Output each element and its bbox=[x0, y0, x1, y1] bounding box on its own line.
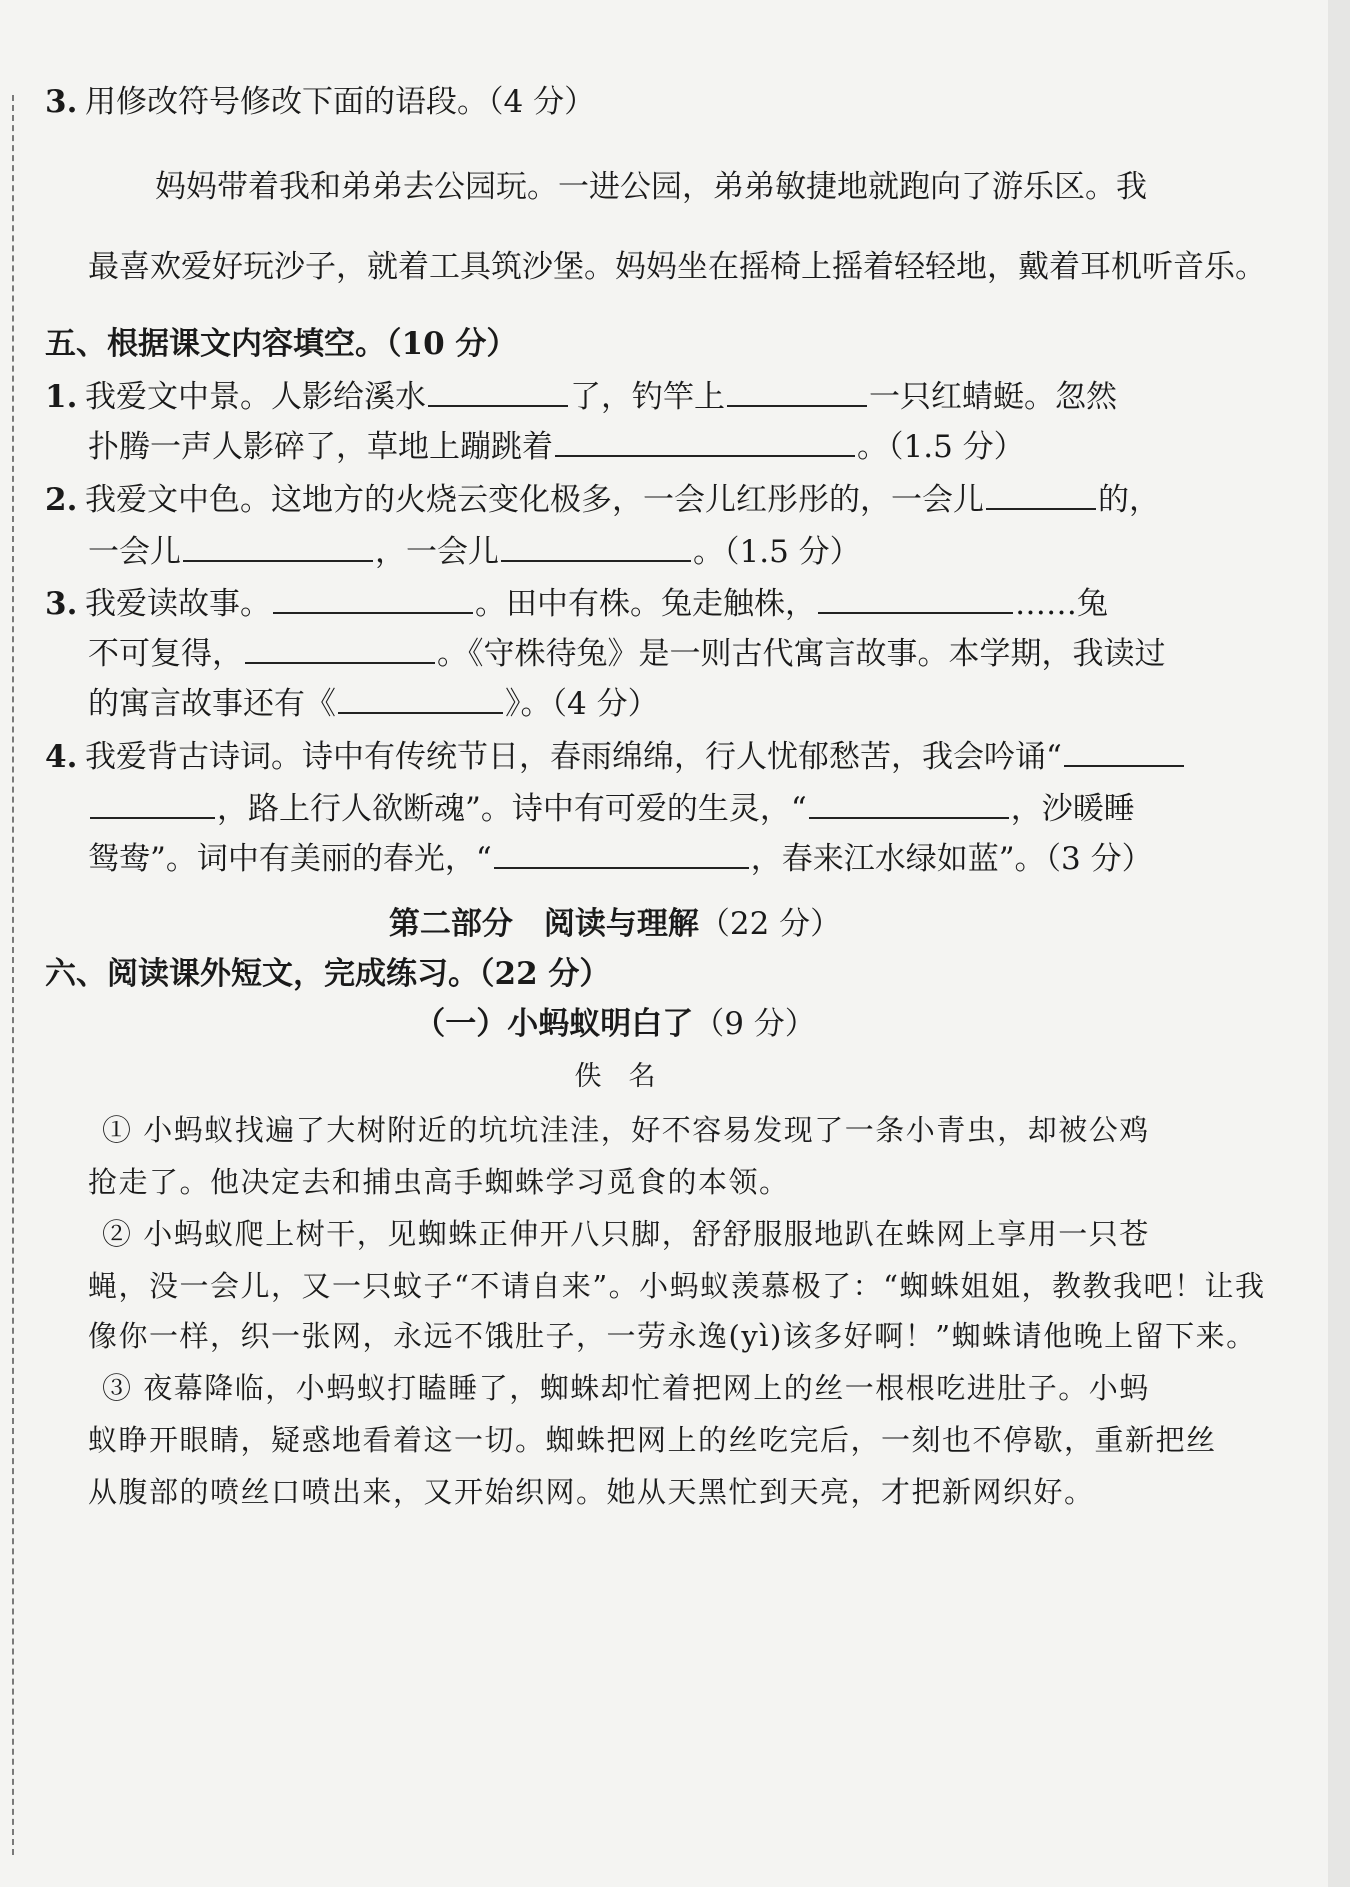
fill-blank[interactable] bbox=[818, 582, 1013, 614]
fill-blank[interactable] bbox=[501, 530, 691, 562]
s5-item-3-line-2: 不可复得， 。《守株待兔》是一则古代寓言故事。本学期，我读过 bbox=[88, 632, 1268, 676]
question-3-title: 3. 用修改符号修改下面的语段。（4 分） bbox=[45, 84, 596, 120]
fill-blank[interactable] bbox=[183, 530, 373, 562]
fill-blank[interactable] bbox=[986, 478, 1096, 510]
story-line: ① 小蚂蚁找遍了大树附近的坑坑洼洼，好不容易发现了一条小青虫，却被公鸡 bbox=[102, 1113, 1150, 1147]
s5-item-3-line-3: 的寓言故事还有《 》。（4 分） bbox=[88, 682, 1268, 726]
fill-blank[interactable] bbox=[809, 787, 1009, 819]
q3-paragraph-line-2: 最喜欢爱好玩沙子，就着工具筑沙堡。妈妈坐在摇椅上摇着轻轻地，戴着耳机听音乐。 bbox=[88, 249, 1266, 285]
section-6-title: 六、阅读课外短文，完成练习。（22 分） bbox=[45, 956, 611, 992]
s5-item-4-line-3: 鸳鸯”。词中有美丽的春光，“ ，春来江水绿如蓝”。（3 分） bbox=[88, 837, 1268, 881]
story-line: 从腹部的喷丝口喷出来，又开始织网。她从天黑忙到天亮，才把新网织好。 bbox=[88, 1475, 1095, 1509]
s5-item-4-line-2: ，路上行人欲断魂”。诗中有可爱的生灵，“ ，沙暖睡 bbox=[88, 787, 1268, 831]
section-5-title: 五、根据课文内容填空。（10 分） bbox=[45, 326, 518, 362]
s5-item-4-line-1: 4. 我爱背古诗词。诗中有传统节日，春雨绵绵，行人忧郁愁苦，我会吟诵“ bbox=[45, 735, 1225, 779]
fill-blank[interactable] bbox=[494, 837, 749, 869]
s5-item-1-line-2: 扑腾一声人影碎了，草地上蹦跳着 。（1.5 分） bbox=[88, 425, 1268, 469]
story-line: ③ 夜幕降临，小蚂蚁打瞌睡了，蜘蛛却忙着把网上的丝一根根吃进肚子。小蚂 bbox=[102, 1371, 1150, 1405]
story-line: 蚁睁开眼睛，疑惑地看着这一切。蜘蛛把网上的丝吃完后，一刻也不停歇，重新把丝 bbox=[88, 1423, 1217, 1457]
fill-blank[interactable] bbox=[727, 375, 867, 407]
s5-item-2-line-1: 2. 我爱文中色。这地方的火烧云变化极多，一会儿红彤彤的，一会儿 的， bbox=[45, 478, 1225, 522]
story-author: 佚 名 bbox=[574, 1061, 656, 1092]
story-title: （一）小蚂蚁明白了（9 分） bbox=[414, 1006, 816, 1042]
fill-blank[interactable] bbox=[338, 682, 503, 714]
page-edge-shadow bbox=[1328, 0, 1350, 1887]
s5-item-3-line-1: 3. 我爱读故事。 。田中有株。兔走触株， ……兔 bbox=[45, 582, 1225, 626]
s5-item-1-line-1: 1. 我爱文中景。人影给溪水 了，钓竿上 一只红蜻蜓。忽然 bbox=[45, 375, 1225, 419]
fill-blank[interactable] bbox=[245, 632, 435, 664]
binding-margin-line bbox=[12, 95, 14, 1855]
part-2-heading: 第二部分 阅读与理解（22 分） bbox=[388, 906, 842, 942]
s5-item-2-line-2: 一会儿 ，一会儿 。（1.5 分） bbox=[88, 530, 1268, 574]
q3-paragraph-line-1: 妈妈带着我和弟弟去公园玩。一进公园，弟弟敏捷地就跑向了游乐区。我 bbox=[155, 169, 1147, 205]
story-line: ② 小蚂蚁爬上树干，见蜘蛛正伸开八只脚，舒舒服服地趴在蛛网上享用一只苍 bbox=[102, 1217, 1150, 1251]
story-line: 抢走了。他决定去和捕虫高手蜘蛛学习觅食的本领。 bbox=[88, 1165, 790, 1199]
story-line: 像你一样，织一张网，永远不饿肚子，一劳永逸(yì)该多好啊！”蜘蛛请他晚上留下来。 bbox=[88, 1319, 1257, 1353]
fill-blank[interactable] bbox=[1064, 735, 1184, 767]
fill-blank[interactable] bbox=[273, 582, 473, 614]
fill-blank[interactable] bbox=[428, 375, 568, 407]
story-line: 蝇，没一会儿，又一只蚊子“不请自来”。小蚂蚁羡慕极了：“蜘蛛姐姐，教教我吧！让我 bbox=[88, 1269, 1266, 1303]
fill-blank[interactable] bbox=[555, 425, 855, 457]
fill-blank[interactable] bbox=[90, 787, 215, 819]
